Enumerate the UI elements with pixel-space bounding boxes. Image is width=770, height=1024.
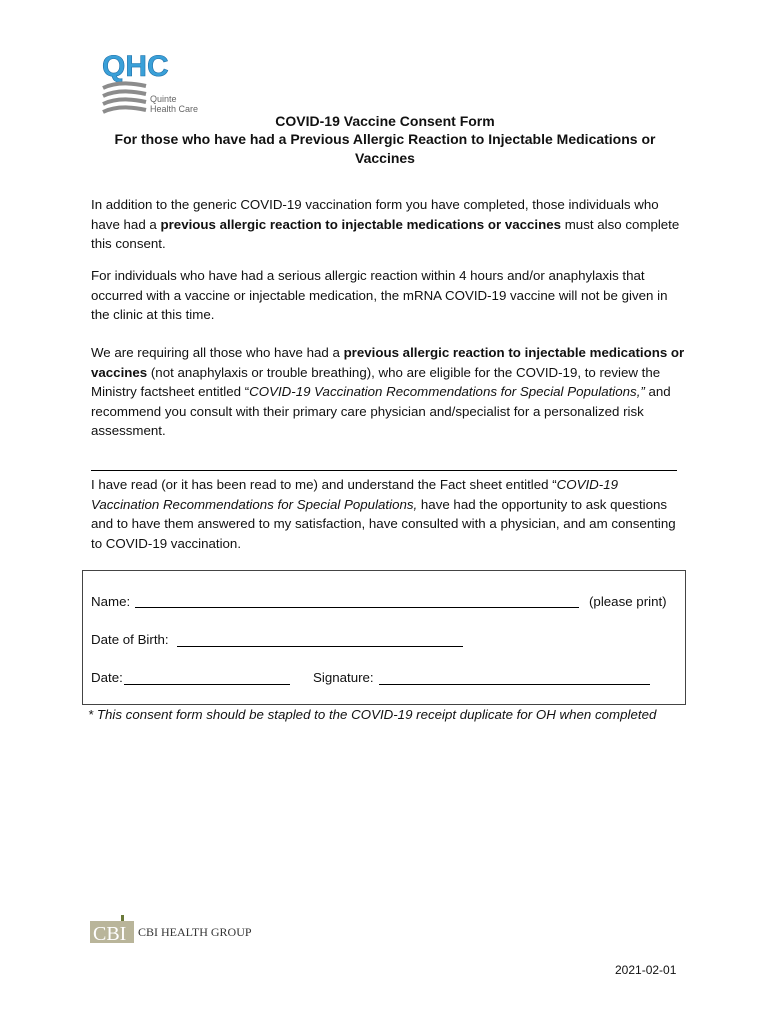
acknowledgement-paragraph: I have read (or it has been read to me) and understand the Fact sheet entitled “COVID-19 Vaccination Recommendations for Special Populations, have had the opportunity to ask questions and to have them answered to my satisfaction, have consulted with a physician, and am consenting to COVID-19 vaccination. (91, 477, 676, 551)
footnote: * This consent form should be stapled to the COVID-19 receipt duplicate for OH when completed (88, 707, 657, 722)
form-subtitle-line-2: Vaccines (355, 150, 415, 166)
document-date: 2021-02-01 (615, 963, 677, 977)
divider (91, 470, 677, 471)
logo-acronym: QHC (102, 50, 169, 83)
serious-reaction-paragraph: For individuals who have had a serious allergic reaction within 4 hours and/or anaphylaxis that occurred with a vaccine or injectable medication, the mRNA COVID-19 vaccine will not be given in the clinic at this time. (91, 268, 668, 323)
date-label: Date: (91, 670, 123, 685)
cbi-mark-text: CBI (93, 923, 127, 945)
date-input[interactable] (124, 684, 290, 685)
name-label: Name: (91, 594, 131, 609)
logo-subline-1: Quinte (150, 94, 177, 104)
requirement-paragraph: We are requiring all those who have had a previous allergic reaction to injectable medications or vaccines (not anaphylaxis or trouble breathing), who are eligible for the COVID-19, to review the Ministry factsheet entitled “COVID-19 Vaccination Recommendations for Special Populations,” and recommend you consult with their primary care physician and/specialist for a personalized risk assessment. (91, 345, 685, 439)
form-subtitle-line-1: For those who have had a Previous Allergic Reaction to Injectable Medications or (114, 131, 656, 147)
consent-signature-box (82, 570, 686, 705)
cbi-mark-icon (90, 915, 136, 945)
logo-subline-2: Health Care (150, 104, 199, 114)
qhc-logo (100, 50, 220, 116)
dob-label: Date of Birth: (91, 632, 169, 647)
dob-input[interactable] (177, 646, 463, 647)
cbi-health-group-logo (90, 915, 280, 945)
form-title: COVID-19 Vaccine Consent Form (275, 113, 495, 129)
cbi-health-group-name: CBI HEALTH GROUP (138, 925, 252, 939)
signature-label: Signature: (313, 670, 374, 685)
please-print-note: (please print) (589, 594, 667, 609)
name-input[interactable] (135, 607, 579, 608)
intro-paragraph: In addition to the generic COVID-19 vaccination form you have completed, those individuals who have had a previous allergic reaction to injectable medications or vaccines must also complete this consent. (91, 197, 680, 252)
signature-input[interactable] (379, 684, 650, 685)
